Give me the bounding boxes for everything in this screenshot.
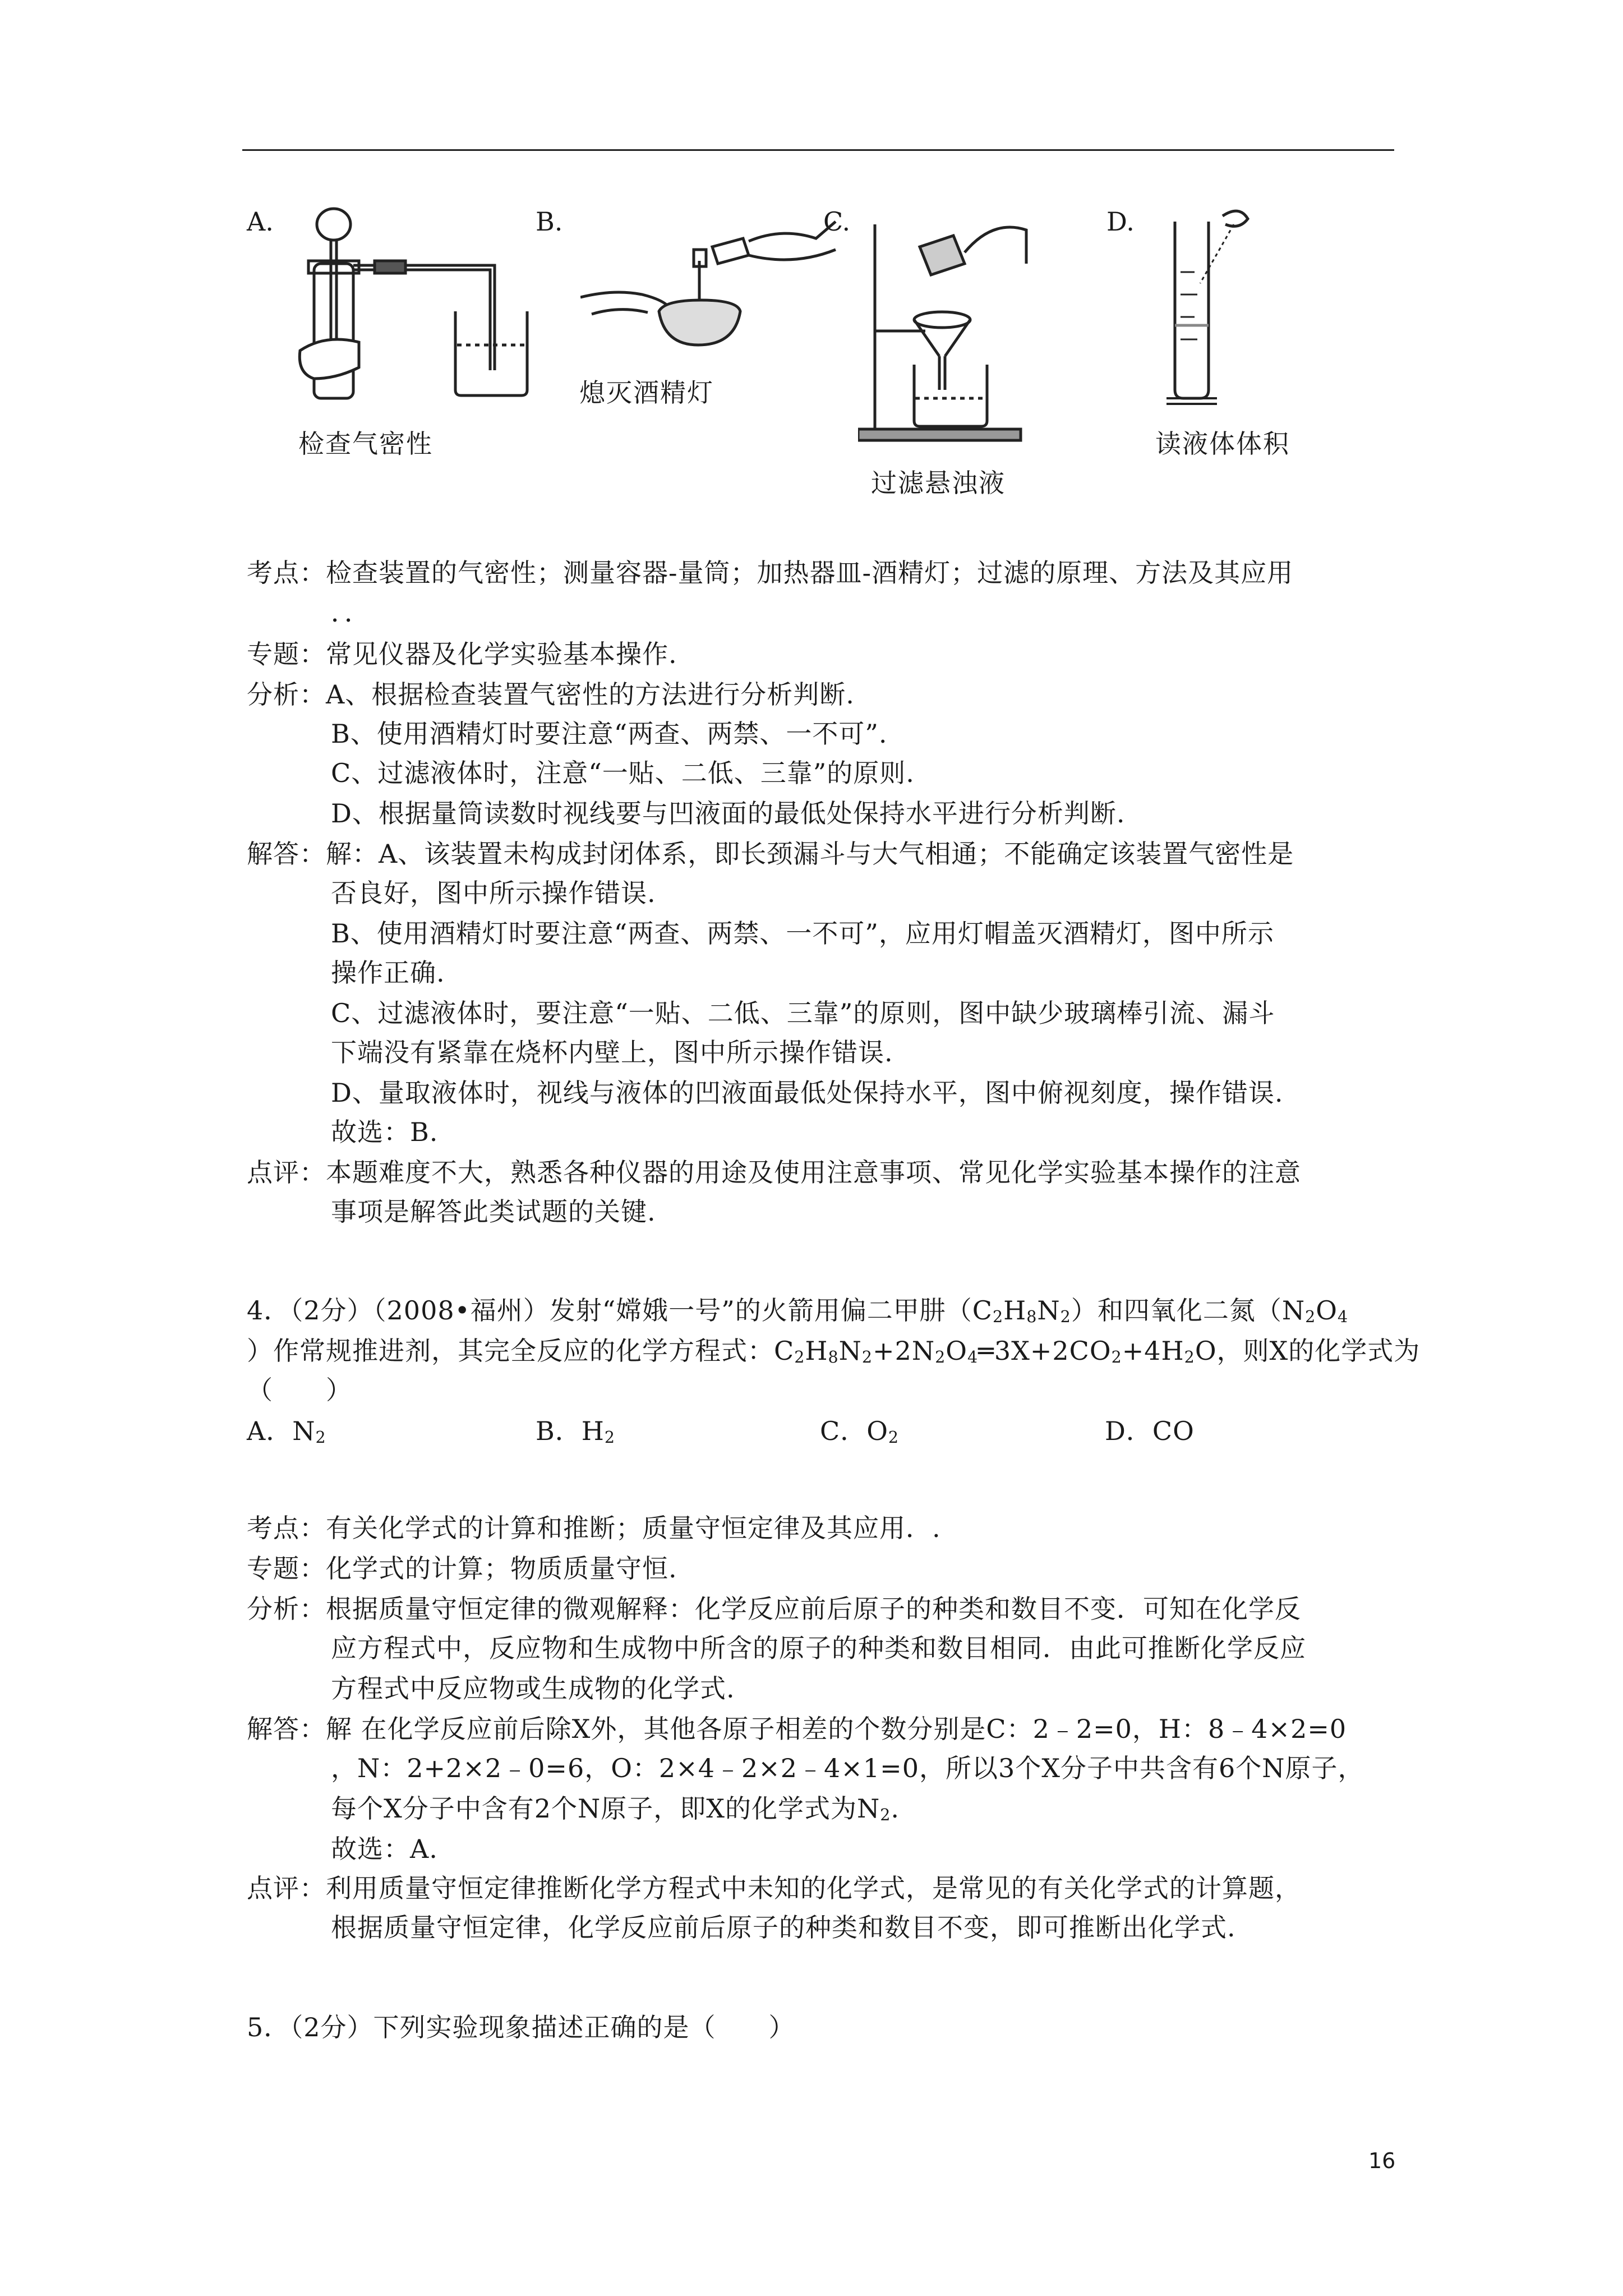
- q4-line: 考点：有关化学式的计算和推断；质量守恒定律及其应用．.: [247, 1513, 941, 1543]
- q3-line: D、量取液体时，视线与液体的凹液面最低处保持水平，图中俯视刻度，操作错误.: [331, 1078, 1284, 1108]
- q4-line: 专题：化学式的计算；物质质量守恒.: [247, 1553, 677, 1584]
- q4-line: 根据质量守恒定律，化学反应前后原子的种类和数目不变，即可推断出化学式.: [331, 1912, 1236, 1943]
- q3-line: 分析：A、根据检查装置气密性的方法进行分析判断.: [247, 679, 855, 710]
- q3-line: C、过滤液体时，要注意“一贴、二低、三靠”的原则，图中缺少玻璃棒引流、漏斗: [331, 998, 1275, 1028]
- alcohol-lamp-figure: [580, 216, 838, 356]
- q4-stem-line-3: （ ）: [247, 1375, 352, 1405]
- option-b-letter: B.: [536, 206, 563, 237]
- caption-read-volume: 读液体体积: [1155, 429, 1290, 459]
- q3-line: ．．: [331, 597, 371, 628]
- q3-line: B、使用酒精灯时要注意“两查、两禁、一不可”.: [331, 719, 888, 749]
- q3-line: 解答：解：A、该装置未构成封闭体系，即长颈漏斗与大气相通；不能确定该装置气密性是: [247, 839, 1294, 869]
- q3-line: 操作正确.: [331, 958, 445, 988]
- q3-line: 点评：本题难度不大，熟悉各种仪器的用途及使用注意事项、常见化学实验基本操作的注意: [247, 1157, 1301, 1188]
- q3-line: 故选：B.: [331, 1117, 439, 1147]
- q5-stem: 5．（2分）下列实验现象描述正确的是（ ）: [247, 2012, 795, 2042]
- option-a-letter: A.: [247, 206, 274, 237]
- q4-line: ，N：2+2×2﹣0=6，O：2×4﹣2×2﹣4×1=0，所以3个X分子中共含有6个N原子，: [331, 1753, 1364, 1783]
- q3-line: 考点：检查装置的气密性；测量容器-量筒；加热器皿-酒精灯；过滤的原理、方法及其应用: [247, 558, 1294, 588]
- q3-line: 下端没有紧靠在烧杯内壁上，图中所示操作错误.: [331, 1037, 893, 1068]
- q4-line: 故选：A.: [331, 1834, 438, 1864]
- q3-line: 事项是解答此类试题的关键.: [331, 1197, 656, 1227]
- option-d-letter: D.: [1106, 206, 1135, 237]
- caption-filtration: 过滤悬浊液: [871, 468, 1006, 498]
- graduated-cylinder-figure: [1166, 205, 1290, 407]
- q4-stem-line-1: 4．（2分）（2008•福州）发射“嫦娥一号”的火箭用偏二甲肼$(C_2H_8N_2)$和四氧化二氮（$N_2O_4$: [247, 1295, 1349, 1327]
- q3-line: B、使用酒精灯时要注意“两查、两禁、一不可”，应用灯帽盖灭酒精灯，图中所示: [331, 918, 1274, 949]
- airtightness-check-figure: [292, 199, 538, 412]
- caption-airtightness: 检查气密性: [298, 429, 433, 459]
- option-c-letter: C.: [823, 206, 851, 237]
- q4-line: 每个X分子中含有2个N原子，即X的化学式为$N_2$.: [331, 1793, 900, 1825]
- q4-line: 应方程式中，反应物和生成物中所含的原子的种类和数目相同．由此可推断化学反应: [331, 1633, 1306, 1663]
- q3-line: C、过滤液体时，注意“一贴、二低、三靠”的原则.: [331, 758, 915, 788]
- q4-line: 解答：解 在化学反应前后除X外，其他各原子相差的个数分别是C：2﹣2=0，H：8﹣4×2=0: [247, 1714, 1347, 1744]
- q4-option-a: A．$N_2$: [247, 1416, 326, 1447]
- q4-option-b: B．$H_2$: [536, 1416, 616, 1447]
- q4-line: 方程式中反应物或生成物的化学式.: [331, 1673, 735, 1704]
- q3-line: 专题：常见仪器及化学实验基本操作.: [247, 639, 677, 669]
- page-number: 16: [1368, 2148, 1396, 2173]
- q4-stem-line-2: ）作常规推进剂，其完全反应的化学方程式：$C_2H_8N_2+2N_2O_4═3X+2CO_2+4H_2O$，则X的化学式为: [247, 1336, 1421, 1367]
- q3-line: 否良好，图中所示操作错误.: [331, 878, 656, 908]
- q4-line: 分析：根据质量守恒定律的微观解释：化学反应前后原子的种类和数目不变．可知在化学反: [247, 1594, 1301, 1624]
- q4-option-c: C．$O_2$: [820, 1416, 900, 1447]
- filtration-figure: [858, 219, 1038, 443]
- q3-line: D、根据量筒读数时视线要与凹液面的最低处保持水平进行分析判断.: [331, 798, 1126, 829]
- header-rule: [242, 149, 1394, 151]
- caption-alcohol-lamp: 熄灭酒精灯: [579, 378, 714, 408]
- q4-line: 点评：利用质量守恒定律推断化学方程式中未知的化学式，是常见的有关化学式的计算题，: [247, 1873, 1301, 1903]
- q4-option-d: D．CO: [1105, 1416, 1195, 1446]
